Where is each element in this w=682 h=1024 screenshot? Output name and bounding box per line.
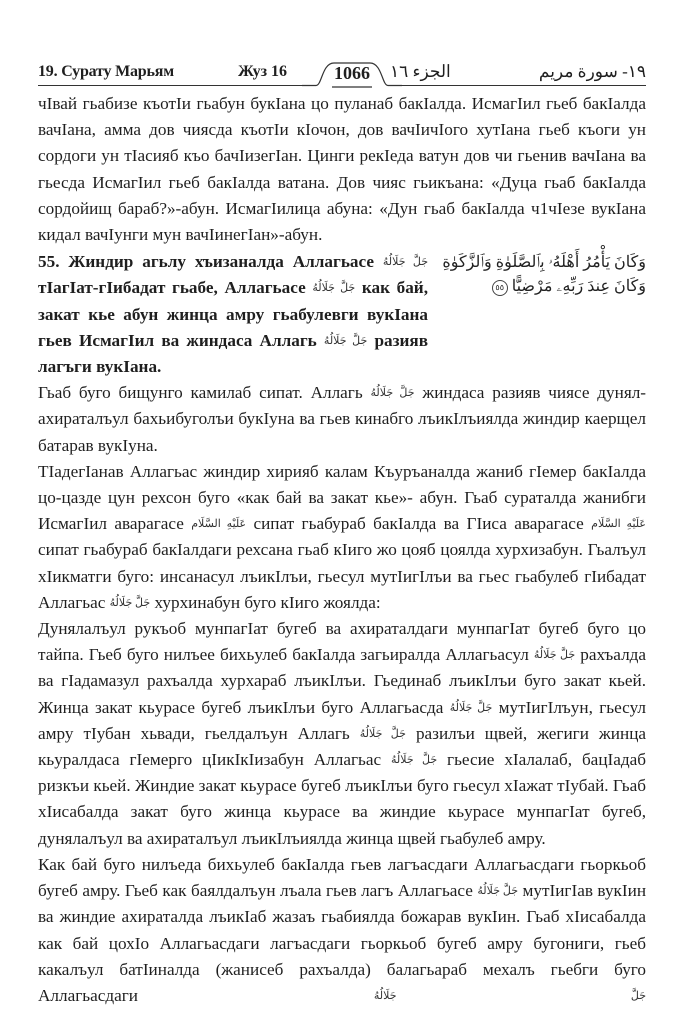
commentary-paragraph (38, 852, 646, 1009)
verse-text-part: как бай, закат кье абун жинца амру гьабулевги вукIана гьев ИсмагIил ва жиндаса Аллагь (38, 278, 429, 350)
paragraph-text: мутIигIлъун, гьесул амру тIубан хьвади, гьелдалъун Аллагь (38, 697, 646, 743)
surah-title-cyrillic: 19. Сурату Марьям (38, 63, 174, 80)
commentary-paragraph (38, 459, 646, 616)
intro-paragraph: чIвай гьабизе къотIи гьабун букIана цо пуланаб бакIалда. ИсмагIил гьеб бакIалда вачIана, амма дов чиясда къотIи кIочон, дов вачIичIого хутIана гьеб къоги ун сордоги ун тIасияб къо бачIизегIан. Цинги рекIеда ватун дов чи гьенив вачIана ва гьесда ИсмагIил гьеб бакIалда ватана. Дов чияс гьикъана: «Дуца гьаб бакIалда сордойищ бараб?»-абун. ИсмагIилица абуна: «Дун гьаб бакIалда ч1чIезе вукIана кидал вачIунги мун вачIинегIан»-абун. (38, 94, 646, 245)
verse-text-part: разияв лагъги вукIана. (38, 330, 429, 377)
jalla-jalaluhu-honorific-icon: جَلَّ جَلَالُهُ (312, 282, 356, 295)
alayhi-salam-honorific-icon: عَلَيْهِ السَّلَام (191, 518, 247, 531)
jalla-jalaluhu-honorific-icon: جَلَّ جَلَالُهُ (323, 334, 368, 347)
jalla-jalaluhu-honorific-icon: جَلَّ جَلَالُهُ (391, 754, 438, 767)
jalla-jalaluhu-honorific-icon: جَلَّ جَلَالُهُ (382, 256, 428, 269)
running-header (38, 62, 646, 86)
jalla-jalaluhu-honorific-icon: جَلَّ جَلَالُهُ (373, 989, 647, 1002)
paragraph-text: мутIигIав вукIин ва жиндие ахираталда лъикIаб жазаъ гьабиялда божарав вукIин. Гьаб хIисабалда как бай цохIо Аллагьасдаги лагъасдаги гьоркьоб бугеб амру бугониги, гьеб какалъул батIиналда (жанисеб рахъалда) балагьараб мехалъ гьебги буго Аллагьасдаги (38, 881, 647, 1005)
jalla-jalaluhu-honorific-icon: جَلَّ جَلَالُهُ (359, 727, 406, 740)
paragraph-text: ТIадегIанав Аллагьас жиндир хирияб калам Къуръаналда жаниб гIемер бакIалда цо-цазде цун рехсон буго «как бай ва закат кье»- абун. Гьаб сураталда жанибги ИсмагIил аварагасе (38, 461, 646, 534)
verse-translation (38, 249, 428, 380)
paragraph-text: Как бай буго нилъеда бихьулеб бакIалда гьев лагъасдаги Аллагьасдаги гьоркьоб бугеб амру. Гьеб как баялдалъун лъала гьев лагъ Аллагьасе (38, 854, 646, 901)
jalla-jalaluhu-honorific-icon: جَلَّ جَلَالُهُ (477, 885, 519, 898)
jalla-jalaluhu-honorific-icon: جَلَّ جَلَالُهُ (109, 596, 151, 609)
header-rule-right (388, 85, 646, 86)
commentary-paragraph (38, 616, 646, 852)
paragraph-text: хурхинабун буго кIиго жоялда: (154, 592, 381, 612)
verse-55-block (38, 249, 646, 380)
commentary-paragraph (38, 380, 646, 459)
paragraph-text: жиндаса разияв чиясе дунял-ахираталъул бахьибуголъи букIуна ва гьев кинабго лъикIлъиялда жиндир каерщел батарав вукIуна. (38, 383, 647, 455)
header-rule-left (38, 85, 316, 86)
jalla-jalaluhu-honorific-icon: جَلَّ جَلَالُهُ (533, 649, 576, 662)
surah-title-arabic: ١٩- سورة مريم (538, 62, 646, 81)
paragraph-text: разилъи щвей, жегиги жинца кьуралдаса гIемерго цIикIкIизабун Аллагьас (38, 723, 647, 770)
alayhi-salam-honorific-icon: عَلَيْهِ السَّلَام (591, 518, 646, 531)
juz-label-cyrillic: Жуз 16 (238, 63, 288, 80)
juz-label-arabic: الجزء ١٦ (390, 62, 451, 81)
verse-text-part: 55. Жиндир агьлу хъизаналда Аллагьасе (38, 252, 374, 272)
verse-arabic (432, 249, 646, 380)
paragraph-text: Гьаб буго бищунго камилаб сипат. Аллагь (38, 383, 363, 403)
page-content (38, 91, 646, 1009)
paragraph-text: сипат гьабураб бакIалда ва ГIиса аварагасе (253, 514, 584, 534)
paragraph-text: рахъалда ва гIадамазул рахъалда хурхараб лъикIлъи. Гьединаб лъикIлъи буго закат кьей. Жинца закат кьурасе бугеб лъикIлъи буго Аллагьасда (38, 645, 647, 717)
paragraph-text: Дунялалъул рукъоб мунпагIат бугеб ва ахираталдаги мунпагIат бугеб буго цо тайпа. Гьеб буго нилъее бихьулеб бакIалда загьиралда Аллагьасул (38, 619, 646, 665)
aya-number-marker: ٥٥ (492, 280, 508, 296)
jalla-jalaluhu-honorific-icon: جَلَّ جَلَالُهُ (370, 387, 415, 400)
page-number: 1066 (334, 63, 370, 83)
paragraph-text: сипат гьабураб бакIалдаги рехсана гьаб кIиго жо цояб цоялда хурхизабун. Гьалъул хIикматги буго: инсанасул лъикIлъи, гьесул мутIигIлъи ва гьес гьабулеб гIибадат Аллагьас (38, 540, 647, 612)
paragraph-text: гьесие хIалалаб, бацIадаб ризкъи кьей. Жиндие закат кьурасе бугеб лъикIлъи буго гьесул хIажат тIубай. Гьаб хIисабалда закат буго жинца кьурасе ва жиндие кьурасе мунпагIат бугеб, дунялалъул ва ахираталъул лъикIлъиялда жинца щвей гьабулеб амру. (38, 750, 646, 848)
verse-arabic-text: وَكَانَ يَأْمُرُ أَهْلَهُۥ بِٱلصَّلَوٰةِ وَٱلزَّكَوٰةِ وَكَانَ عِندَ رَبِّهِۦ مَرْضِيًّا (442, 254, 646, 296)
verse-text-part: тIагIат-гIибадат гьабе, Аллагьасе (38, 278, 306, 298)
jalla-jalaluhu-honorific-icon: جَلَّ جَلَالُهُ (449, 701, 493, 714)
